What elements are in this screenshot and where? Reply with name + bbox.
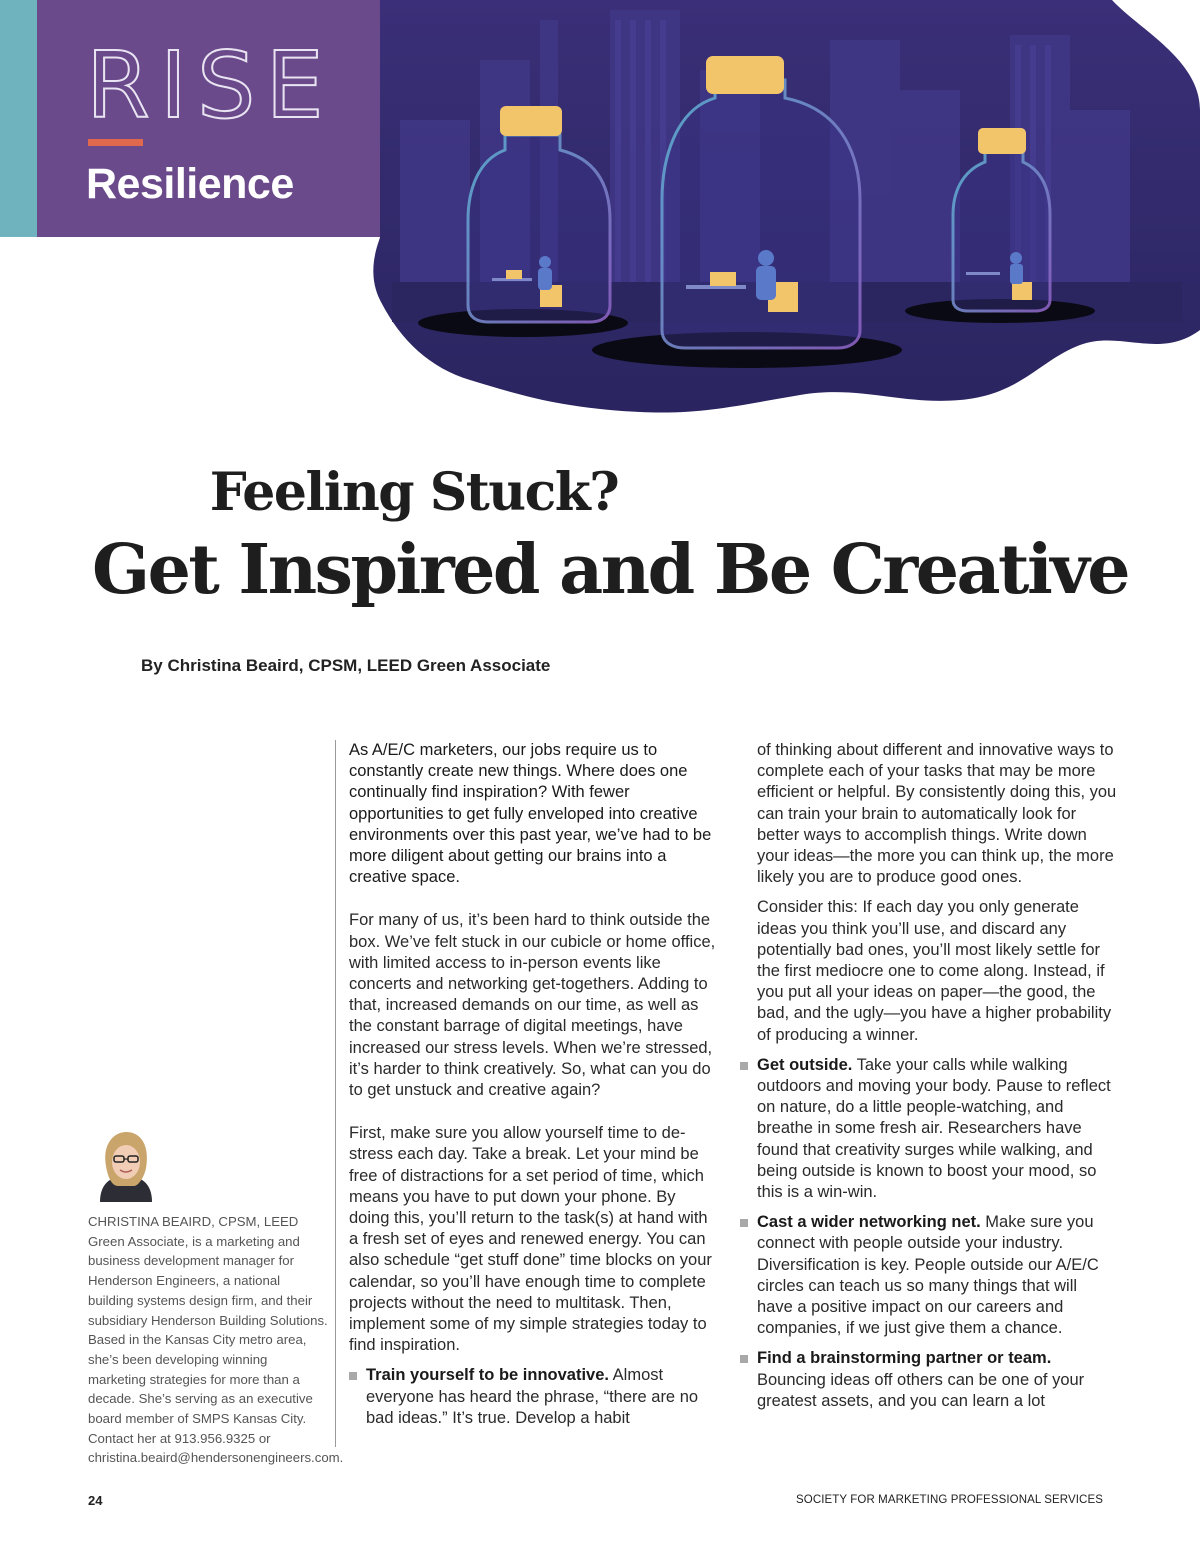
lede-paragraph: As A/E/C marketers, our jobs require us to constantly create new things. Where does one continually find inspiration? With fewer opportunities to get fully enveloped into creative environments over this past year, we’ve had to be more diligent about getting our brains into a creative space.: [349, 741, 712, 887]
bullet-marker: [349, 1372, 357, 1380]
list-item-title: Train yourself to be innovative.: [366, 1366, 609, 1385]
bullet-marker: [740, 1219, 748, 1227]
body-paragraph: For many of us, it’s been hard to think outside the box. We’ve felt stuck in our cubicle or home office, with limited access to in-person events like concerts and networking get-togethers. Adding to that, increased demands on our time, as well as the constant barrage of digital meetings, have increased our stress levels. When we’re stressed, it’s harder to think creatively. So, what can you do to get unstuck and creative again?: [349, 911, 716, 1100]
list-item: [757, 1055, 1117, 1203]
accent-strip: [0, 0, 37, 237]
list-item-title: Get outside.: [757, 1055, 853, 1074]
list-item-text: Take your calls while walking outdoors and moving your body. Pause to reflect on nature, do a little people-watching, and breathe in some fresh air. Researchers have found that creativity surges while walking, and being outside is known to boost your mood, so this is a win-win.: [757, 1055, 1111, 1202]
column-divider: [335, 740, 336, 1447]
series-title: RISE: [86, 32, 334, 139]
body-paragraph: of thinking about different and innovative ways to complete each of your tasks that may be more efficient or helpful. By consistently doing this, you can train your brain to automatically look for better ways to accomplish things. Write down your ideas—the more you can think up, the more likely you are to produce good ones.: [757, 741, 1117, 887]
article-headline: Get Inspired and Be Creative: [92, 530, 1129, 610]
body-paragraph: Consider this: If each day you only generate ideas you think you’ll use, and discard any potentially bad ones, you’ll most likely settle for the first mediocre one to come along. Instead, if you put all your ideas on paper—the good, the bad, and the ugly—you have a higher probability of producing a winner.: [757, 898, 1112, 1044]
page-number: 24: [88, 1493, 103, 1508]
section-label: Resilience: [86, 160, 294, 208]
accent-bar: [88, 139, 143, 146]
list-item-title: Find a brainstorming partner or team.: [757, 1349, 1052, 1368]
body-paragraph: First, make sure you allow yourself time to de-stress each day. Take a break. Let your mind be free of distractions for a set period of time, which means you have to put down your phone. By doing this, you’ll return to the task(s) at hand with a fresh set of eyes and renewed energy. You can also schedule “get stuff done” time blocks on your calendar, so you’ll have enough time to complete projects without the need to multitask. Then, implement some of my simple strategies today to find inspiration.: [349, 1124, 712, 1355]
list-item-title: Cast a wider networking net.: [757, 1213, 981, 1232]
body-column-2: [757, 740, 1117, 1412]
footer-organization: SOCIETY FOR MARKETING PROFESSIONAL SERVICES: [796, 1494, 1103, 1506]
author-bio: CHRISTINA BEAIRD, CPSM, LEED Green Associate, is a marketing and business development manager for Henderson Engineers, a national building systems design firm, and their subsidiary Henderson Building Solutions. Based in the Kansas City metro area, she’s been developing winning marketing strategies for more than a decade. She’s serving as an executive board member of SMPS Kansas City. Contact her at 913.956.9325 or christina.beaird@hendersonengineers.com.: [88, 1214, 344, 1466]
list-item-text: Almost everyone has heard the phrase, “there are no bad ideas.” It’s true. Develop a habit: [366, 1366, 699, 1427]
bullet-marker: [740, 1062, 748, 1070]
list-item: [349, 1365, 719, 1429]
article-kicker: Feeling Stuck?: [209, 462, 619, 523]
article-byline: By Christina Beaird, CPSM, LEED Green Associate: [141, 656, 551, 675]
author-photo: [88, 1126, 164, 1202]
list-item: [757, 1348, 1117, 1412]
list-item-text: Make sure you connect with people outside your industry. Diversification is key. People outside our A/E/C circles can teach us so many things that will have a positive impact on our careers and companies, if we just give them a chance.: [757, 1213, 1099, 1338]
list-item-text: Bouncing ideas off others can be one of your greatest assets, and you can learn a lot: [757, 1370, 1085, 1410]
body-column-1: [349, 740, 719, 1429]
bullet-marker: [740, 1355, 748, 1363]
list-item: [757, 1212, 1117, 1339]
